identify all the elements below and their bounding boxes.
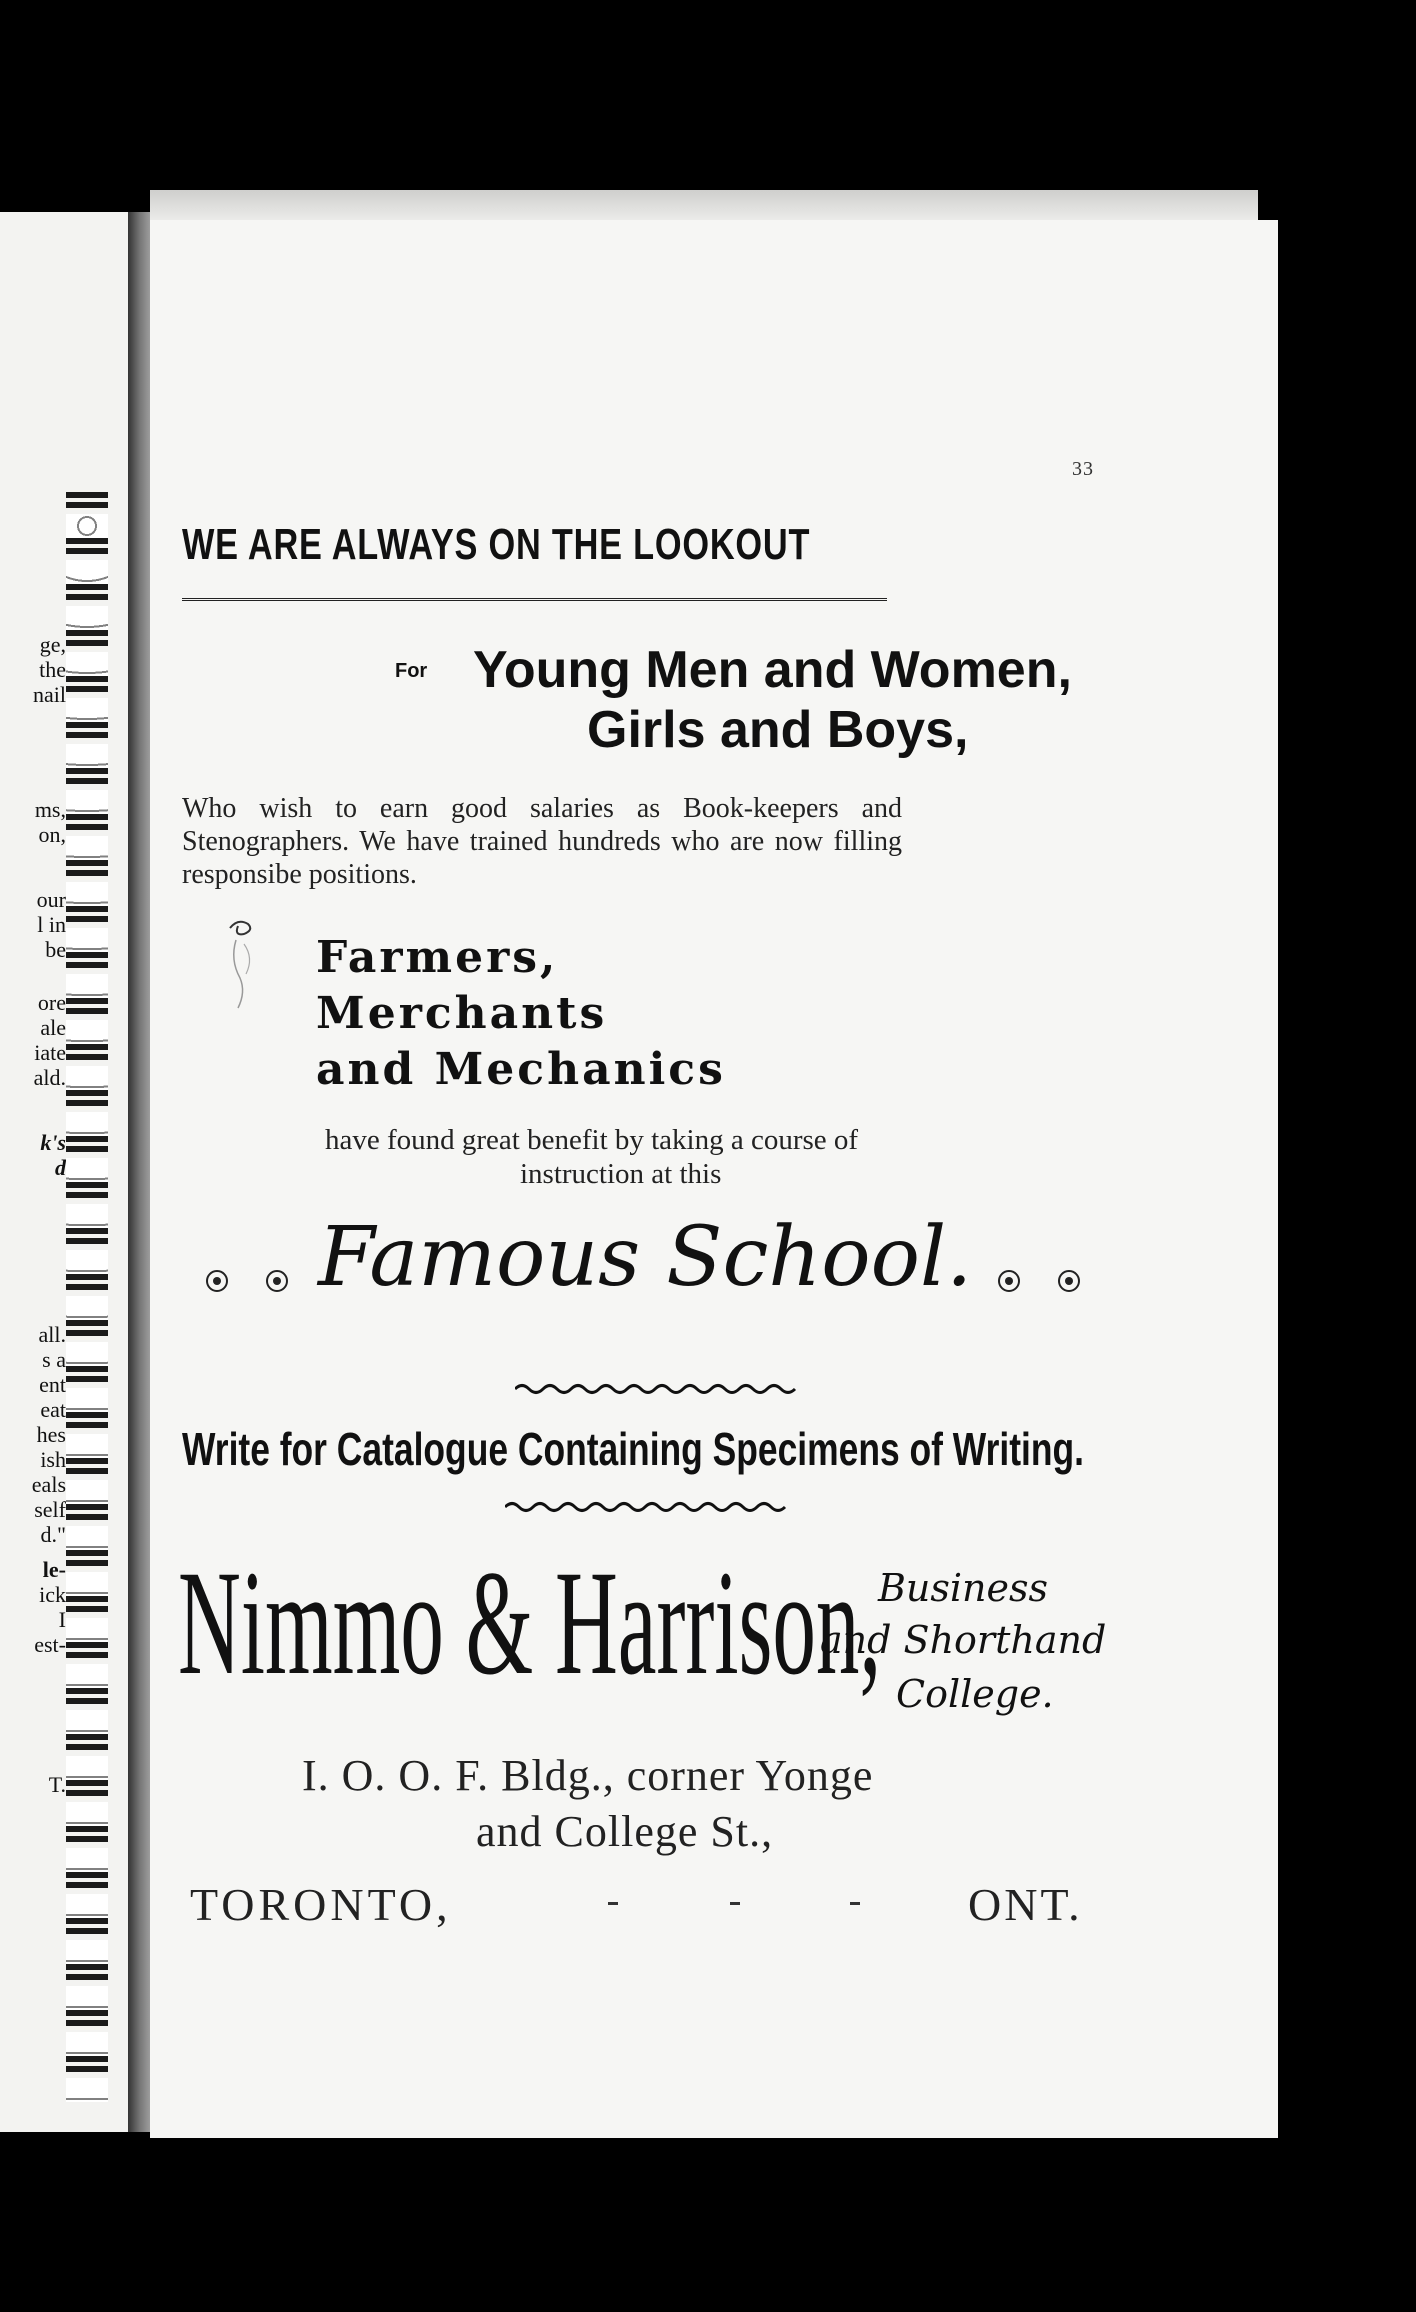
left-fragment: hes	[36, 1422, 66, 1447]
left-fragment: le-	[42, 1557, 66, 1582]
left-fragment: nail	[33, 682, 66, 707]
left-fragment: est-	[34, 1632, 66, 1657]
city: TORONTO,	[190, 1879, 452, 1930]
college-type-line: and Shorthand	[820, 1618, 1107, 1662]
page-number: 33	[1072, 458, 1094, 480]
circle-ornament-icon	[206, 1270, 228, 1292]
left-fragment: ish	[40, 1447, 66, 1472]
intro-paragraph: Who wish to earn good salaries as Book-keepers and Stenographers. We have trained hundreds who are now filling responsibe positions.	[182, 793, 902, 890]
college-type-line: Business	[878, 1566, 1049, 1610]
left-fragment: d."	[40, 1522, 66, 1547]
separator-dash	[850, 1902, 860, 1905]
benefit-text: have found great benefit by taking a course of	[325, 1124, 859, 1156]
left-fragment: all.	[38, 1322, 66, 1347]
left-fragment: d	[55, 1155, 66, 1180]
audience-line: Girls and Boys,	[587, 701, 969, 759]
circle-ornament-icon	[266, 1270, 288, 1292]
wavy-divider-icon	[505, 1500, 790, 1514]
left-fragment: eat	[40, 1397, 66, 1422]
headline-rule	[182, 598, 887, 601]
left-fragment: ge,	[39, 632, 66, 657]
ad-headline: WE ARE ALWAYS ON THE LOOKOUT	[182, 520, 811, 569]
left-fragment: ick	[39, 1582, 66, 1607]
group-mechanics: and Mechanics	[316, 1044, 726, 1095]
left-fragment: iate	[34, 1040, 66, 1065]
left-fragment: be	[45, 937, 66, 962]
group-merchants: Merchants	[316, 988, 608, 1039]
left-fragment: k's	[40, 1130, 66, 1155]
left-fragment: self	[34, 1497, 66, 1522]
previous-page-fragment	[0, 212, 128, 2132]
left-fragment: eals	[31, 1472, 66, 1497]
benefit-text: instruction at this	[520, 1158, 722, 1190]
wavy-divider-icon	[515, 1382, 800, 1396]
audience-line: Young Men and Women,	[473, 641, 1072, 699]
left-fragment: I	[58, 1607, 66, 1632]
school-title: Famous School.	[318, 1210, 973, 1305]
circle-ornament-icon	[998, 1270, 1020, 1292]
separator-dash	[608, 1902, 618, 1905]
college-type-line: College.	[896, 1672, 1054, 1716]
left-fragment: s a	[42, 1347, 66, 1372]
address-line: I. O. O. F. Bldg., corner Yonge	[302, 1751, 874, 1800]
separator-dash	[730, 1902, 740, 1905]
decorative-floral-border	[66, 492, 108, 2102]
left-fragment: ms,	[34, 797, 66, 822]
address-line: and College St.,	[476, 1807, 774, 1856]
left-fragment: T.	[48, 1772, 66, 1797]
firm-name: Nimmo & Harrison,	[178, 1540, 882, 1706]
province: ONT.	[968, 1879, 1083, 1930]
left-fragment: ent	[39, 1372, 66, 1397]
circle-ornament-icon	[1058, 1270, 1080, 1292]
left-fragment: ald.	[33, 1065, 66, 1090]
group-farmers: Farmers,	[316, 932, 559, 983]
left-fragment: on,	[38, 822, 66, 847]
left-fragment: ale	[40, 1015, 66, 1040]
left-fragment: ore	[37, 990, 66, 1015]
catalogue-call-to-action: Write for Catalogue Containing Specimens of Writing.	[182, 1423, 1084, 1475]
left-fragment: l in	[37, 912, 66, 937]
page-top-edge	[150, 190, 1258, 224]
left-fragment: the	[39, 657, 66, 682]
for-label: For	[395, 660, 428, 682]
pen-sketch-figure	[218, 910, 268, 1020]
left-fragment: our	[36, 887, 66, 912]
